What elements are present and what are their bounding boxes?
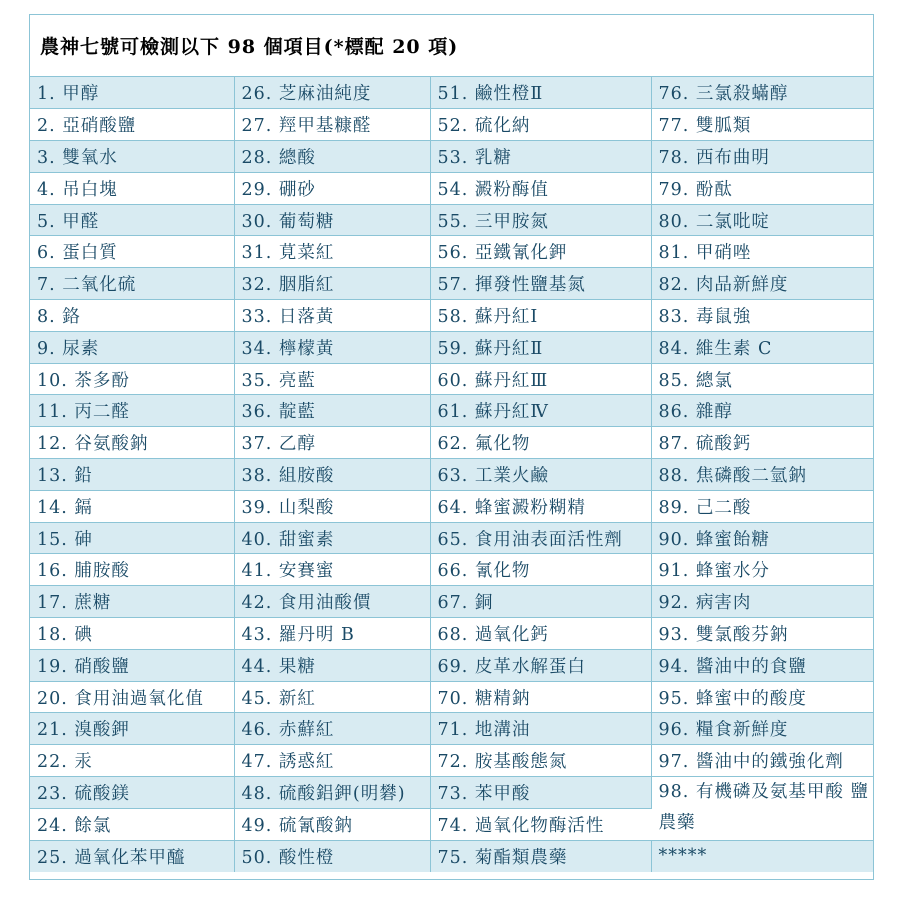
table-cell: 93. 雙氯酸芬鈉 [651,618,873,650]
table-row [30,77,873,109]
table-cell: 94. 醬油中的食鹽 [651,649,873,681]
table-cell: 12. 谷氨酸鈉 [30,427,234,459]
table-row [30,554,873,586]
table-row [30,395,873,427]
table-cell: 27. 羥甲基糠醛 [234,109,430,141]
table-cell: ***** [651,840,873,872]
table-row [30,141,873,173]
table-cell: 48. 硫酸鋁鉀(明礬) [234,777,430,809]
table-row [30,490,873,522]
table-cell: 90. 蜂蜜飴糖 [651,522,873,554]
table-cell: 35. 亮藍 [234,363,430,395]
table-cell: 8. 鉻 [30,300,234,332]
table-cell: 67. 銅 [430,586,651,618]
table-row [30,268,873,300]
table-cell: 41. 安賽蜜 [234,554,430,586]
table-cell: 69. 皮革水解蛋白 [430,649,651,681]
table-cell: 43. 羅丹明 B [234,618,430,650]
table-cell: 64. 蜂蜜澱粉糊精 [430,490,651,522]
table-cell: 78. 西布曲明 [651,141,873,173]
table-cell: 16. 脯胺酸 [30,554,234,586]
table-cell: 29. 硼砂 [234,172,430,204]
table-cell: 51. 鹼性橙Ⅱ [430,77,651,109]
table-cell: 96. 糧食新鮮度 [651,713,873,745]
items-frame [29,14,874,880]
table-cell: 25. 過氧化苯甲醯 [30,840,234,872]
table-cell: 6. 蛋白質 [30,236,234,268]
table-cell: 97. 醬油中的鐵強化劑 [651,745,873,777]
table-cell: 77. 雙胍類 [651,109,873,141]
table-cell: 40. 甜蜜素 [234,522,430,554]
table-cell: 19. 硝酸鹽 [30,649,234,681]
table-cell: 56. 亞鐵氰化鉀 [430,236,651,268]
table-cell: 92. 病害肉 [651,586,873,618]
table-cell: 57. 揮發性鹽基氮 [430,268,651,300]
table-cell: 7. 二氧化硫 [30,268,234,300]
table-cell: 31. 莧菜紅 [234,236,430,268]
table-cell: 4. 吊白塊 [30,172,234,204]
table-row [30,172,873,204]
table-cell: 55. 三甲胺氮 [430,204,651,236]
table-cell: 20. 食用油過氧化值 [30,681,234,713]
table-row [30,586,873,618]
table-row [30,777,873,809]
table-cell: 98. 有機磷及氨基甲酸 鹽農藥 [651,777,873,841]
table-cell: 89. 己二酸 [651,490,873,522]
table-cell: 82. 肉品新鮮度 [651,268,873,300]
table-row [30,649,873,681]
table-cell: 79. 酚酞 [651,172,873,204]
table-cell: 26. 芝麻油純度 [234,77,430,109]
table-cell: 66. 氰化物 [430,554,651,586]
table-cell: 37. 乙醇 [234,427,430,459]
table-row [30,204,873,236]
table-cell: 33. 日落黃 [234,300,430,332]
table-row [30,681,873,713]
table-row [30,459,873,491]
table-cell: 74. 過氧化物酶活性 [430,808,651,840]
table-cell: 62. 氟化物 [430,427,651,459]
table-cell: 47. 誘惑紅 [234,745,430,777]
table-cell: 68. 過氧化鈣 [430,618,651,650]
table-cell: 61. 蘇丹紅Ⅳ [430,395,651,427]
table-cell: 14. 鎘 [30,490,234,522]
page-title: 農神七號可檢測以下 98 個項目(*標配 20 項) [40,36,459,58]
table-cell: 42. 食用油酸價 [234,586,430,618]
table-row [30,109,873,141]
table-cell: 28. 總酸 [234,141,430,173]
title-bar [30,15,873,77]
table-cell: 84. 維生素 C [651,331,873,363]
table-row [30,522,873,554]
table-cell: 83. 毒鼠強 [651,300,873,332]
table-cell: 73. 苯甲酸 [430,777,651,809]
table-row [30,745,873,777]
table-cell: 22. 汞 [30,745,234,777]
table-cell: 17. 蔗糖 [30,586,234,618]
table-cell: 18. 碘 [30,618,234,650]
table-row [30,427,873,459]
table-cell: 63. 工業火鹼 [430,459,651,491]
table-cell: 50. 酸性橙 [234,840,430,872]
table-cell: 52. 硫化納 [430,109,651,141]
table-row [30,331,873,363]
table-cell: 9. 尿素 [30,331,234,363]
table-row [30,713,873,745]
table-cell: 21. 溴酸鉀 [30,713,234,745]
table-cell: 46. 赤蘚紅 [234,713,430,745]
table-cell: 45. 新紅 [234,681,430,713]
items-table-body [30,77,873,872]
table-row [30,618,873,650]
table-row [30,236,873,268]
table-cell: 44. 果糖 [234,649,430,681]
table-cell: 1. 甲醇 [30,77,234,109]
table-cell: 23. 硫酸鎂 [30,777,234,809]
table-cell: 91. 蜂蜜水分 [651,554,873,586]
table-cell: 39. 山梨酸 [234,490,430,522]
table-cell: 88. 焦磷酸二氫鈉 [651,459,873,491]
table-cell: 5. 甲醛 [30,204,234,236]
table-cell: 85. 總氯 [651,363,873,395]
table-cell: 30. 葡萄糖 [234,204,430,236]
table-cell: 15. 砷 [30,522,234,554]
table-cell: 86. 雜醇 [651,395,873,427]
table-cell: 65. 食用油表面活性劑 [430,522,651,554]
table-cell: 34. 檸檬黃 [234,331,430,363]
table-cell: 70. 糖精鈉 [430,681,651,713]
table-cell: 49. 硫氰酸鈉 [234,808,430,840]
table-cell: 24. 餘氯 [30,808,234,840]
table-cell: 59. 蘇丹紅Ⅱ [430,331,651,363]
items-table [30,77,873,872]
table-row [30,300,873,332]
table-cell: 11. 丙二醛 [30,395,234,427]
table-row [30,363,873,395]
table-cell: 36. 靛藍 [234,395,430,427]
table-cell: 10. 茶多酚 [30,363,234,395]
table-cell: 80. 二氯吡啶 [651,204,873,236]
table-cell: 72. 胺基酸態氮 [430,745,651,777]
table-cell: 95. 蜂蜜中的酸度 [651,681,873,713]
table-cell: 87. 硫酸鈣 [651,427,873,459]
table-cell: 54. 澱粉酶值 [430,172,651,204]
table-cell: 53. 乳糖 [430,141,651,173]
table-row [30,840,873,872]
table-cell: 76. 三氯殺蟎醇 [651,77,873,109]
table-cell: 71. 地溝油 [430,713,651,745]
table-cell: 38. 組胺酸 [234,459,430,491]
table-cell: 13. 鉛 [30,459,234,491]
table-cell: 58. 蘇丹紅Ⅰ [430,300,651,332]
table-cell: 2. 亞硝酸鹽 [30,109,234,141]
table-cell: 32. 胭脂紅 [234,268,430,300]
table-cell: 81. 甲硝唑 [651,236,873,268]
table-cell: 3. 雙氧水 [30,141,234,173]
table-cell: 60. 蘇丹紅Ⅲ [430,363,651,395]
table-cell: 75. 菊酯類農藥 [430,840,651,872]
